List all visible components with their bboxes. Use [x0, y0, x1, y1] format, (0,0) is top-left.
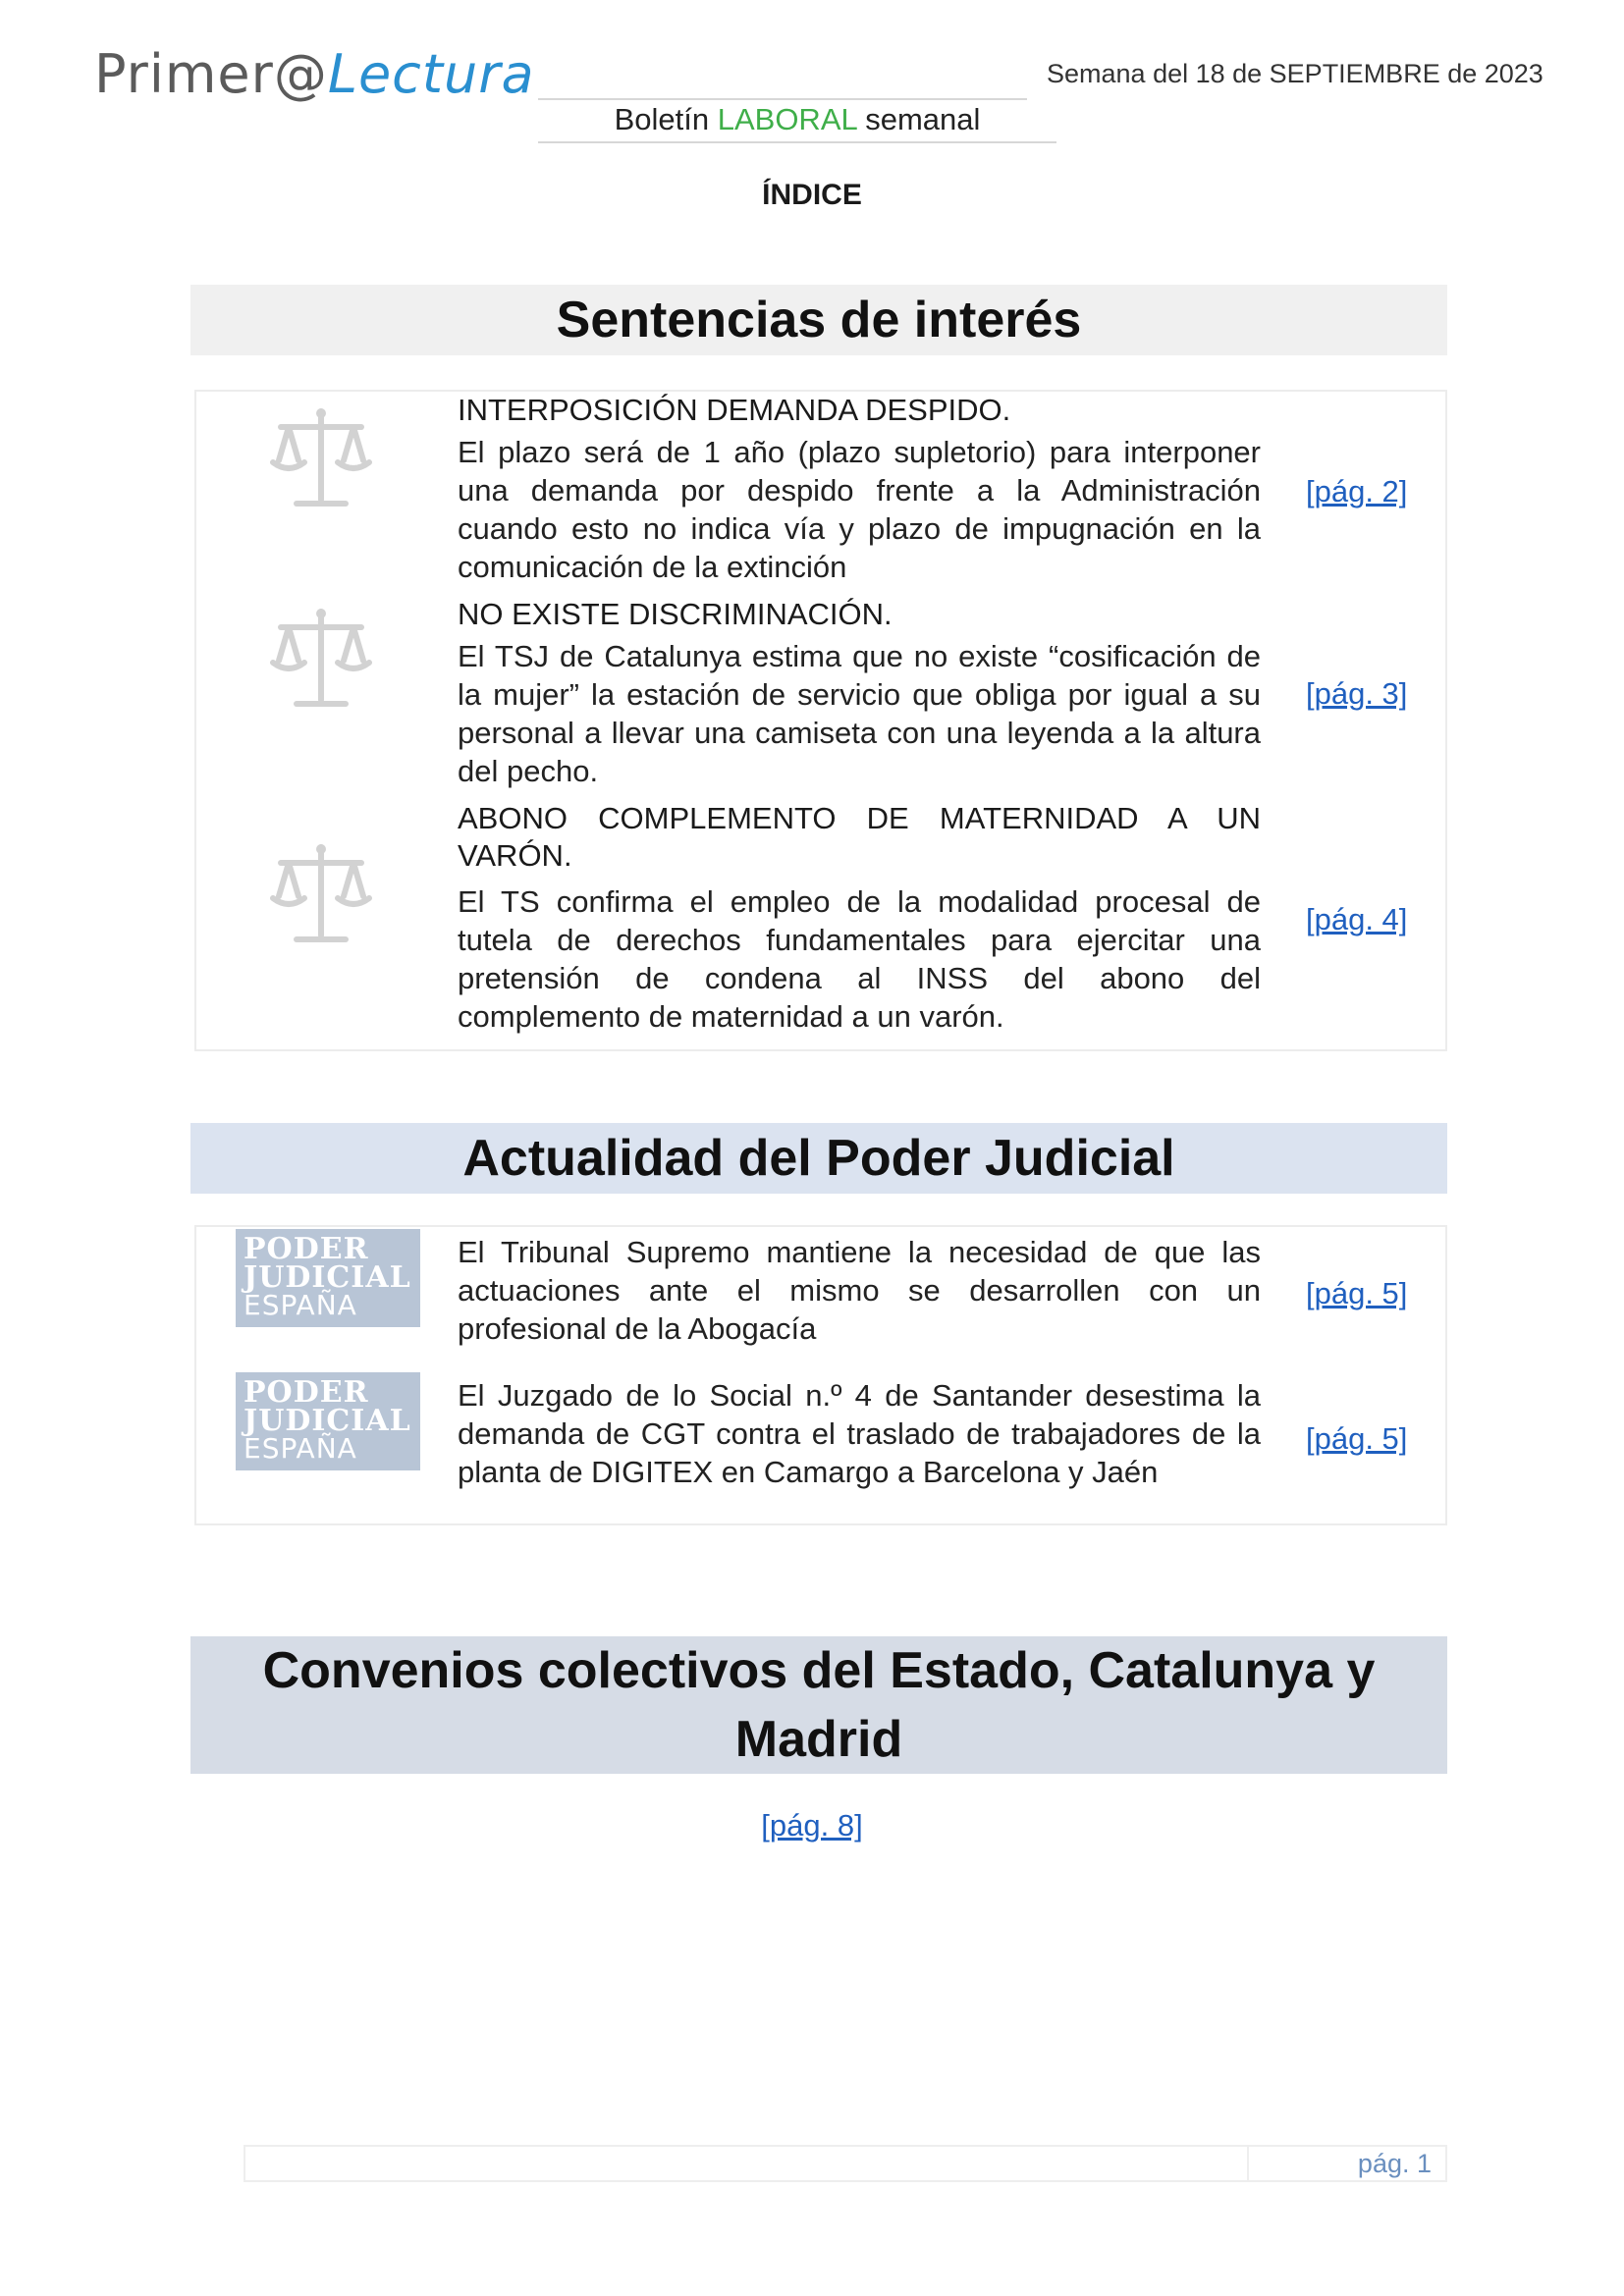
convenios-title-line2: Madrid: [734, 1711, 903, 1768]
scales-icon: [267, 841, 375, 949]
poder-judicial-logo: PODER JUDICIAL ESPAÑA: [236, 1229, 420, 1327]
sentencias-box: [194, 390, 1447, 1051]
index-heading: ÍNDICE: [762, 179, 862, 211]
scales-icon: [267, 405, 375, 513]
entry-body: El plazo será de 1 año (plazo supletorio) para interponer una demanda por despido frente a la Administración cuando esto no indica vía y plazo de impugnación en la comunicación de la extinción: [458, 435, 1261, 584]
bulletin-highlight: LABORAL: [717, 102, 857, 136]
entry-body: El Tribunal Supremo mantiene la necesidad de que las actuaciones ante el mismo se desarrollen con un profesional de la Abogacía: [458, 1235, 1261, 1346]
header-divider: [538, 98, 1027, 100]
logo-part1: Primer@: [94, 43, 328, 105]
entry-title: NO EXISTE DISCRIMINACIÓN.: [458, 597, 893, 631]
section-heading-poder-judicial: Actualidad del Poder Judicial: [190, 1123, 1447, 1194]
logo-part2: Lectura: [327, 43, 535, 105]
section-heading-sentencias: Sentencias de interés: [190, 285, 1447, 355]
logo: [94, 43, 535, 105]
page-link[interactable]: [pág. 5]: [1306, 1276, 1408, 1310]
page-link[interactable]: [pág. 4]: [1306, 902, 1408, 936]
section-heading-convenios: [190, 1636, 1447, 1774]
page-link[interactable]: [pág. 3]: [1306, 676, 1408, 711]
entry-title: ABONO COMPLEMENTO DE MATERNIDAD A UN VARÓN.: [458, 801, 1261, 873]
page-link[interactable]: [pág. 2]: [1306, 474, 1408, 508]
convenios-title-line1: Convenios colectivos del Estado, Catalunya y: [262, 1642, 1376, 1699]
entry-body: El Juzgado de lo Social n.º 4 de Santander desestima la demanda de CGT contra el traslado de trabajadores de la planta de DIGITEX en Camargo a Barcelona y Jaén: [458, 1378, 1261, 1489]
header-divider: [538, 141, 1056, 143]
bulletin-title: [538, 102, 1056, 137]
footer-divider: [1247, 2147, 1249, 2180]
footer: [244, 2145, 1447, 2182]
entry-title: INTERPOSICIÓN DEMANDA DESPIDO.: [458, 393, 1011, 427]
poder-judicial-logo: PODER JUDICIAL ESPAÑA: [236, 1372, 420, 1470]
week-date: Semana del 18 de SEPTIEMBRE de 2023: [1047, 59, 1543, 88]
scales-icon: [267, 606, 375, 714]
bulletin-post: semanal: [856, 102, 981, 136]
bulletin-pre: Boletín: [614, 102, 718, 136]
convenios-link-row: [0, 1808, 1624, 1843]
entry-body: El TS confirma el empleo de la modalidad procesal de tutela de derechos fundamentales para ejercitar una pretensión de condena al INSS del abono del complemento de maternidad a un varón.: [458, 884, 1261, 1034]
page-link[interactable]: [pág. 5]: [1306, 1421, 1408, 1456]
poder-judicial-box: [194, 1225, 1447, 1525]
entry-body: El TSJ de Catalunya estima que no existe “cosificación de la mujer” la estación de servicio que obliga por igual a su personal a llevar una camiseta con una leyenda a la altura del pecho.: [458, 639, 1261, 788]
page-number: pág. 1: [1357, 2149, 1432, 2178]
page-link[interactable]: [pág. 8]: [761, 1808, 863, 1842]
